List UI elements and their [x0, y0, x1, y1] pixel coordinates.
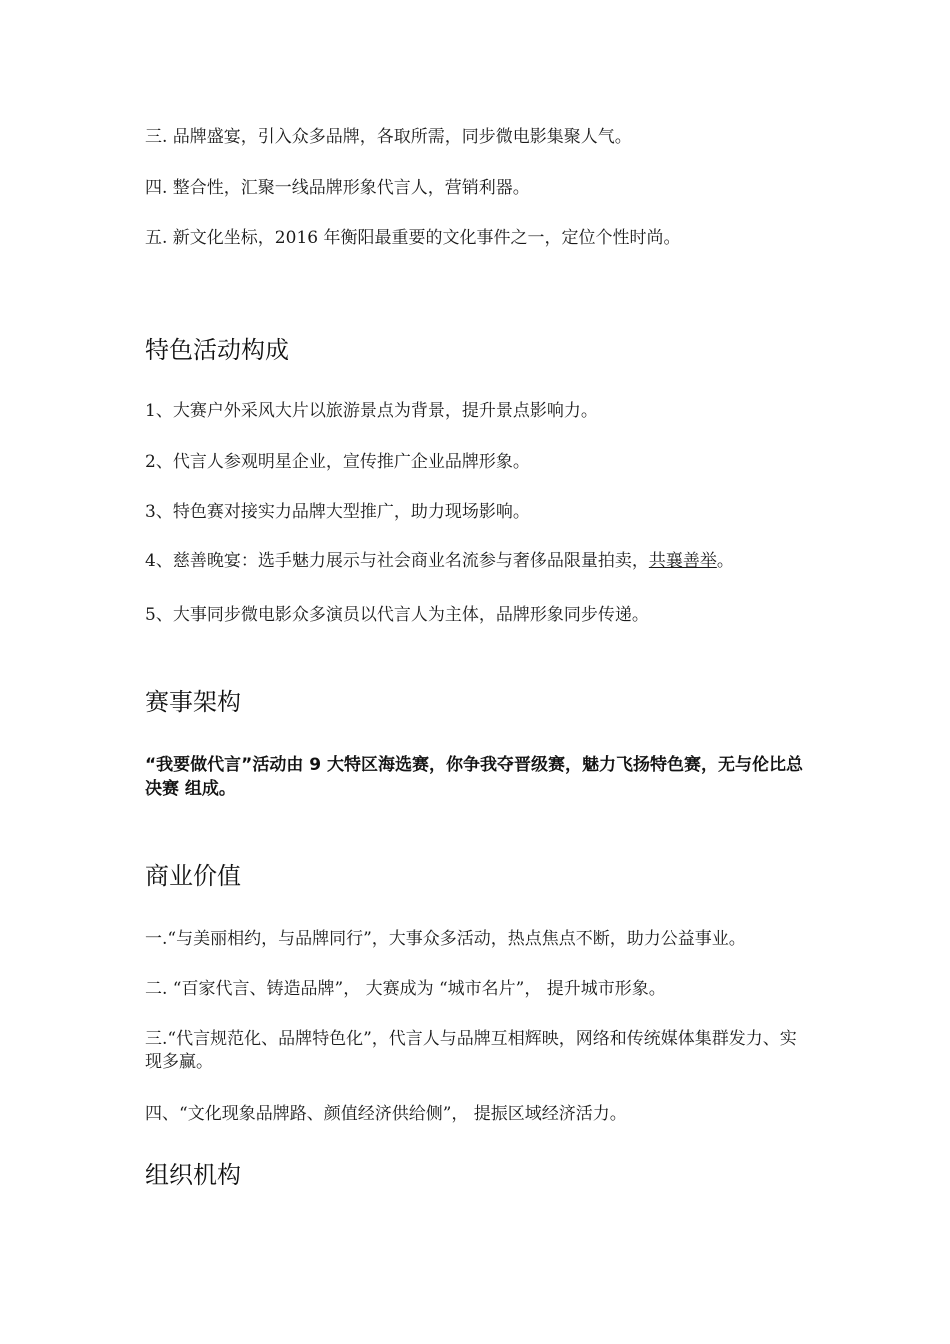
feature-item-4-end: 。 — [716, 551, 734, 571]
list-item-brand-feast: 三. 品牌盛宴，引入众多品牌，各取所需，同步微电影集聚人气。 — [145, 127, 632, 147]
feature-item-1: 1、大赛户外采风大片以旅游景点为背景，提升景点影响力。 — [145, 401, 598, 421]
feature-item-5: 5、大事同步微电影众多演员以代言人为主体，品牌形象同步传递。 — [145, 605, 649, 625]
feature-item-4-text: 4、慈善晚宴：选手魅力展示与社会商业名流参与奢侈品限量拍卖， — [145, 551, 649, 571]
value-item-2: 二. “百家代言、铸造品牌”， 大赛成为 “城市名片”， 提升城市形象。 — [145, 979, 666, 999]
feature-item-3: 3、特色赛对接实力品牌大型推广，助力现场影响。 — [145, 502, 530, 522]
list-item-integration: 四. 整合性，汇聚一线品牌形象代言人，营销利器。 — [145, 178, 530, 198]
charity-link[interactable]: 共襄善举 — [648, 551, 717, 571]
section-heading-value: 商业价值 — [145, 862, 241, 890]
value-item-3: 三.“代言规范化、品牌特色化”，代言人与品牌互相辉映，网络和传统媒体集群发力、实现多赢。 — [145, 1029, 797, 1072]
list-item-culture-landmark: 五. 新文化坐标，2016 年衡阳最重要的文化事件之一，定位个性时尚。 — [145, 228, 681, 248]
value-item-4: 四、“文化现象品牌路、颜值经济供给侧”， 提振区域经济活力。 — [145, 1104, 627, 1124]
section-heading-structure: 赛事架构 — [145, 688, 241, 716]
section-heading-organization: 组织机构 — [145, 1161, 241, 1189]
feature-item-4 — [145, 550, 810, 572]
value-item-1: 一.“与美丽相约，与品牌同行”，大事众多活动，热点焦点不断，助力公益事业。 — [145, 929, 746, 949]
feature-item-2: 2、代言人参观明星企业，宣传推广企业品牌形象。 — [145, 452, 530, 472]
section-heading-features: 特色活动构成 — [145, 336, 289, 364]
structure-description: “我要做代言”活动由 9 大特区海选赛，你争我夺晋级赛，魅力飞扬特色赛，无与伦比总决赛 组成。 — [145, 755, 804, 799]
